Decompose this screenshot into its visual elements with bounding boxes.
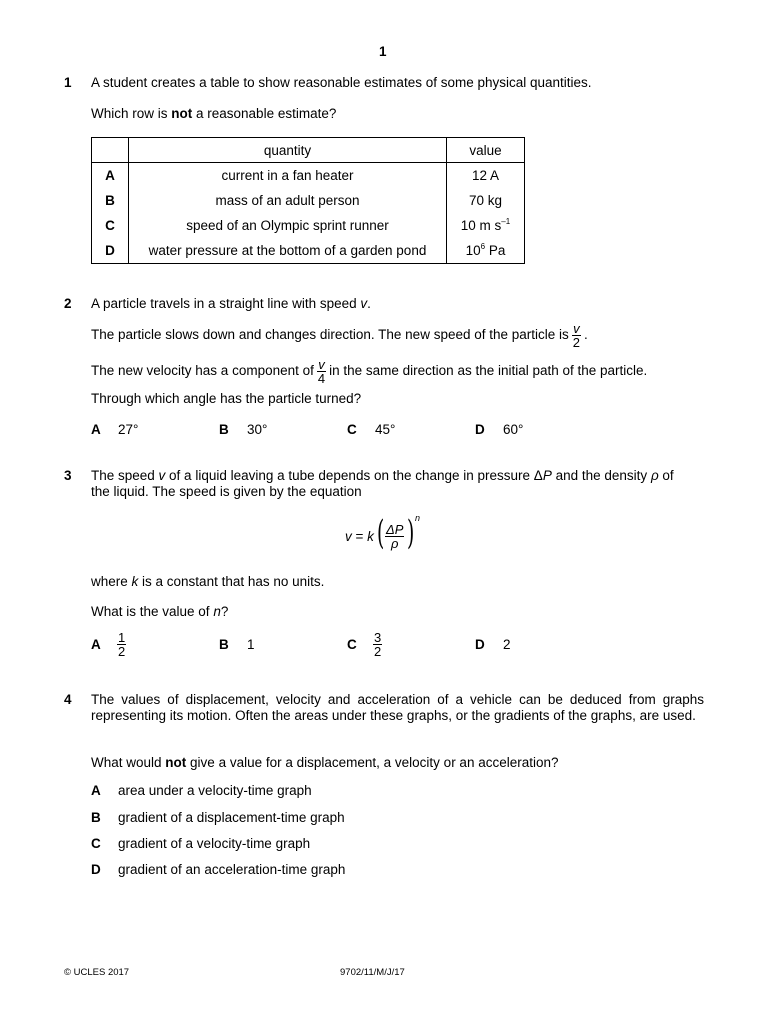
question-3-line-1: The speed v of a liquid leaving a tube depends on the change in pressure ΔP and the density ρ of xyxy=(91,468,674,483)
question-1-intro: A student creates a table to show reasonable estimates of some physical quantities. xyxy=(91,75,592,90)
right-parenthesis: ) xyxy=(406,513,415,553)
column-header-value: value xyxy=(447,138,525,163)
question-3-line-2: the liquid. The speed is given by the equation xyxy=(91,484,362,499)
table-header-row xyxy=(92,138,525,163)
row-letter: B xyxy=(92,188,129,213)
q4-option-b-text: gradient of a displacement-time graph xyxy=(118,810,345,825)
q4-option-b-letter: B xyxy=(91,810,101,825)
row-quantity: current in a fan heater xyxy=(129,163,447,189)
q2-option-a-letter: A xyxy=(91,422,101,437)
q4-option-c-text: gradient of a velocity-time graph xyxy=(118,836,311,851)
row-letter: C xyxy=(92,213,129,238)
row-value: 10 m $s^{-1}$ xyxy=(447,213,525,238)
table-row-b xyxy=(92,188,525,213)
footer-copyright: © UCLES 2017 xyxy=(64,967,130,978)
q4-option-d-letter: D xyxy=(91,862,101,877)
q2-option-d-letter: D xyxy=(475,422,485,437)
q3-option-b-letter: B xyxy=(219,637,229,652)
q3-option-b-text: 1 xyxy=(247,637,255,652)
q3-option-c-fraction: $\frac{3}{2}$ xyxy=(374,630,382,659)
footer-paper-code: 9702/11/M/J/17 xyxy=(340,967,405,978)
q3-option-a-letter: A xyxy=(91,637,101,652)
estimates-table xyxy=(91,137,525,264)
q4-option-a-text: area under a velocity-time graph xyxy=(118,783,312,798)
q2-option-a-text: 27° xyxy=(118,422,139,437)
page-number: 1 xyxy=(379,44,387,59)
question-3-number: 3 xyxy=(64,468,72,483)
question-2-line-4: Through which angle has the particle turned? xyxy=(91,391,362,406)
question-3-prompt: What is the value of n? xyxy=(91,604,229,619)
table-row-c xyxy=(92,213,525,238)
question-4-prompt: What would not give a value for a displacement, a velocity or an acceleration? xyxy=(91,755,559,770)
row-letter: A xyxy=(92,163,129,189)
question-2-line-1: A particle travels in a straight line with speed v. xyxy=(91,296,371,311)
q4-option-a-letter: A xyxy=(91,783,101,798)
row-value: 12 A xyxy=(447,163,525,189)
q2-option-b-letter: B xyxy=(219,422,229,437)
question-4-paragraph: The values of displacement, velocity and acceleration of a vehicle can be deduced from graphs representing its motion. Often the areas under these graphs, or the gradients of the graphs, are used. xyxy=(91,692,704,723)
q4-option-d-text: gradient of an acceleration-time graph xyxy=(118,862,346,877)
left-parenthesis: ( xyxy=(376,513,385,553)
column-header-quantity: quantity xyxy=(129,138,447,163)
question-2-line-3: The new velocity has a component of $\frac{v}{4}$ in the same direction as the initial path of the particle. xyxy=(91,357,648,386)
q3-option-c-letter: C xyxy=(347,637,357,652)
table-row-a xyxy=(92,163,525,189)
question-3-where: where k is a constant that has no units. xyxy=(91,574,325,589)
question-1-prompt: Which row is not a reasonable estimate? xyxy=(91,106,337,121)
q2-option-d-text: 60° xyxy=(503,422,524,437)
q3-option-d-letter: D xyxy=(475,637,485,652)
question-1-number: 1 xyxy=(64,75,72,90)
row-quantity: speed of an Olympic sprint runner xyxy=(129,213,447,238)
row-value: 70 kg xyxy=(447,188,525,213)
q2-option-c-text: 45° xyxy=(375,422,396,437)
q2-option-c-letter: C xyxy=(347,422,357,437)
equation-exponent: n xyxy=(415,513,421,523)
row-value: $10^6$ Pa xyxy=(447,238,525,264)
question-2-number: 2 xyxy=(64,296,72,311)
fraction-v-over-4: $\frac{v}{4}$ xyxy=(317,357,326,386)
q3-option-d-text: 2 xyxy=(503,637,511,652)
row-quantity: water pressure at the bottom of a garden pond xyxy=(129,238,447,264)
row-letter: D xyxy=(92,238,129,264)
fraction-v-over-2: $\frac{v}{2}$ xyxy=(572,321,581,350)
q3-option-a-fraction: $\frac{1}{2}$ xyxy=(118,630,126,659)
table-row-d xyxy=(92,238,525,264)
row-quantity: mass of an adult person xyxy=(129,188,447,213)
equation-lhs: v = k xyxy=(345,529,374,544)
question-2-line-2: The particle slows down and changes direction. The new speed of the particle is $\frac{v}{2}$ . xyxy=(91,321,588,350)
fraction-deltap-over-rho: $\frac{\Delta P}{\rho}$ xyxy=(386,522,404,551)
question-4-number: 4 xyxy=(64,692,72,707)
q2-option-b-text: 30° xyxy=(247,422,268,437)
q4-option-c-letter: C xyxy=(91,836,101,851)
